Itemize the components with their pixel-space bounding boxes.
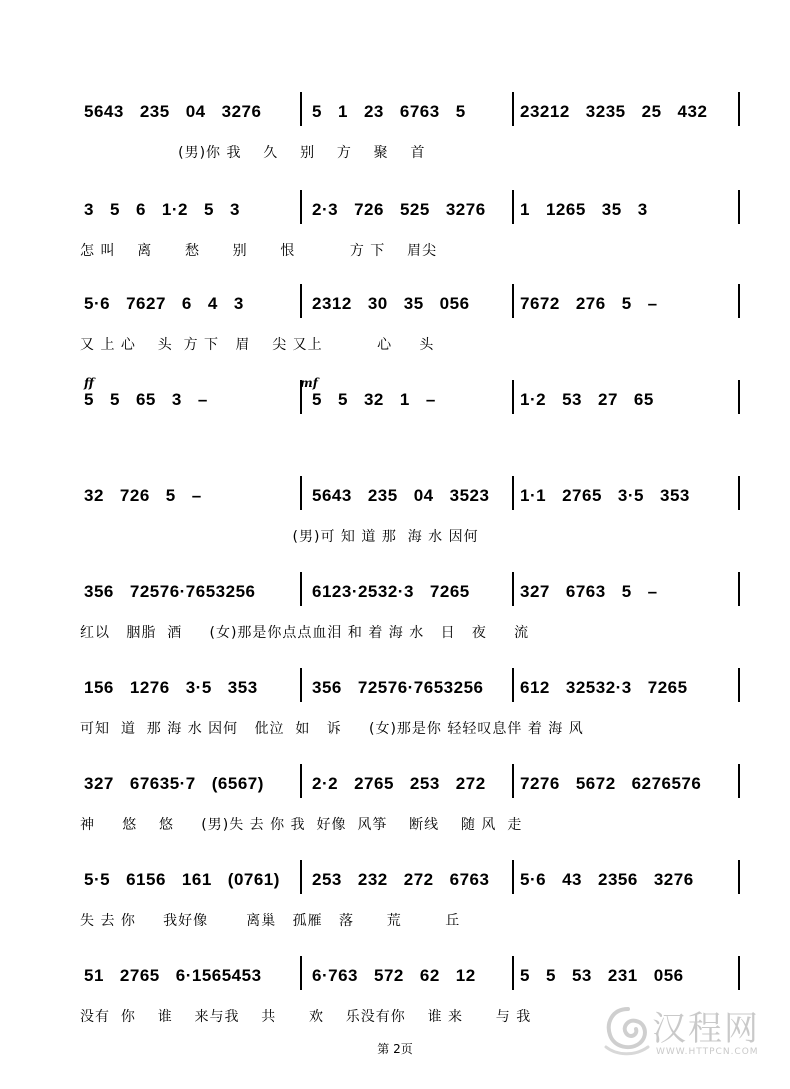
note-group: 2·2 [312,774,339,793]
note-group: 5 [337,390,348,409]
note-group: 4 [207,294,218,313]
score-system [0,98,790,194]
note-group: 67635·7 [129,774,196,793]
note-group: 6276576 [631,774,702,793]
note-group: 356 [84,582,114,601]
measure [520,774,717,794]
lyrics-line: 又 上 心 头 方 下 眉 尖 又上 心 头 [80,337,435,353]
note-group: 156 [84,678,114,697]
note-group: 272 [403,870,434,889]
note-group: 27 [598,390,618,409]
note-group: 276 [575,294,606,313]
note-group: 5·6 [84,294,111,313]
note-group: 5 [203,200,214,219]
note-group: 6 [135,200,146,219]
bar-line [512,380,514,414]
score-system [0,674,790,770]
note-group: 62 [419,966,440,985]
lyrics-line: 没有 你 谁 来与我 共 欢 乐没有你 谁 来 与 我 [80,1009,532,1025]
measure [520,966,700,986]
note-group: 35 [403,294,424,313]
score-system [0,770,790,866]
note-group: 1·1 [520,486,547,505]
score-system [0,196,790,292]
bar-line [512,572,514,606]
note-group: 5 [545,966,556,985]
note-group: 5 [109,200,120,219]
note-group: 356 [312,678,342,697]
note-group: 3 [637,200,648,219]
watermark-logo [600,995,780,1075]
note-group: 726 [119,486,150,505]
note-group: 3 [229,200,240,219]
measure [520,102,723,122]
note-group: 6156 [126,870,166,889]
bar-line [738,956,740,990]
bar-line [300,956,302,990]
note-group: 7627 [126,294,166,313]
note-group: – [191,486,202,505]
note-group: 6763 [565,582,606,601]
bar-line [512,668,514,702]
lyrics-line: 可知 道 那 海 水 因何 仳泣 如 诉 (女)那是你 轻轻叹息伴 着 海 风 [80,721,584,737]
note-group: 72576·7653256 [357,678,484,697]
note-group: 35 [601,200,622,219]
bar-line [738,190,740,224]
note-group: 235 [139,102,170,121]
note-group: 53 [571,966,592,985]
watermark-text: 汉程网 [652,1009,760,1049]
measure [84,678,274,698]
note-group: 32 [84,486,104,505]
note-group: 30 [367,294,388,313]
bar-line [512,476,514,510]
bar-line [738,92,740,126]
note-group: 23212 [520,102,570,121]
measure [312,294,486,314]
note-group: – [425,390,436,409]
note-group: 3·5 [185,678,212,697]
measure [84,102,277,122]
note-group: 1276 [129,678,170,697]
note-group: 23 [363,102,384,121]
bar-line [738,764,740,798]
measure [312,390,452,410]
measure [312,966,492,986]
note-group: – [197,390,208,409]
note-group: 1 [399,390,410,409]
note-group: 6 [181,294,192,313]
note-group: 1265 [545,200,586,219]
note-group: 7672 [520,294,560,313]
note-group: 2312 [312,294,352,313]
score-system [0,578,790,674]
notation-line [0,386,790,420]
dynamic-ff: ff [84,376,94,390]
measure [312,774,502,794]
note-group: 7265 [647,678,688,697]
bar-line [512,860,514,894]
note-group: 5 [312,390,322,409]
measure [520,678,704,698]
note-group: 2356 [598,870,638,889]
note-group: 3·5 [617,486,644,505]
notation-line [0,578,790,612]
note-group: 51 [84,966,104,985]
note-group: 5 [455,102,466,121]
notation-line [0,770,790,804]
note-group: 572 [373,966,404,985]
measure [84,966,278,986]
note-group: 525 [399,200,430,219]
note-group: 161 [181,870,212,889]
note-group: 3235 [585,102,626,121]
note-group: 65 [633,390,654,409]
note-group: 25 [641,102,662,121]
note-group: 726 [354,200,384,219]
bar-line [738,284,740,318]
note-group: 3 [84,200,94,219]
notation-line [0,196,790,230]
notation-line [0,962,790,996]
score-system [0,866,790,962]
note-group: 5 [621,582,632,601]
dynamic-mf: mf [300,376,318,390]
note-group: 1 [520,200,530,219]
notation-line [0,674,790,708]
measure [520,870,710,890]
note-group: – [647,582,658,601]
note-group: 65 [135,390,156,409]
measure [84,582,272,602]
note-group: 5·6 [520,870,547,889]
notation-line [0,482,790,516]
note-group: 5 [520,966,530,985]
page-number: 第 2页 [377,1042,413,1056]
measure [520,200,664,220]
bar-line [300,190,302,224]
bar-line [512,190,514,224]
note-group: 056 [653,966,684,985]
measure [312,870,505,890]
measure [312,582,486,602]
note-group: 6·1565453 [175,966,262,985]
measure [312,102,482,122]
measure [520,582,674,602]
note-group: 612 [520,678,550,697]
note-group: 056 [439,294,470,313]
note-group: 353 [659,486,690,505]
note-group: 2765 [119,966,160,985]
measure [84,486,218,506]
note-group: 3523 [449,486,490,505]
note-group: 04 [185,102,206,121]
lyrics-line: (男)可 知 道 那 海 水 因何 [80,529,479,545]
note-group: 5 [312,102,322,121]
bar-line [512,956,514,990]
bar-line [512,764,514,798]
measure [520,486,706,506]
note-group: 5 [84,390,94,409]
score-system [0,482,790,578]
bar-line [738,860,740,894]
measure [84,774,280,794]
note-group: 253 [312,870,342,889]
note-group: 327 [520,582,550,601]
bar-line [738,476,740,510]
score-system [0,290,790,386]
note-group: 53 [562,390,582,409]
measure [520,294,674,314]
note-group: 5 [621,294,632,313]
bar-line [512,92,514,126]
swirl-logo-icon [600,1003,656,1059]
lyrics-line: (男)你 我 久 别 方 聚 首 [80,145,426,161]
bar-line [738,572,740,606]
note-group: 5 [109,390,120,409]
measure [84,294,260,314]
notation-line [0,866,790,900]
note-group: 353 [227,678,258,697]
bar-line [300,668,302,702]
note-group: 3 [233,294,244,313]
note-group: 432 [677,102,708,121]
note-group: 327 [84,774,114,793]
note-group: 6123·2532·3 [312,582,414,601]
note-group: (6567) [211,774,264,793]
measure [84,390,224,410]
note-group: (0761) [227,870,280,889]
note-group: 5·5 [84,870,111,889]
note-group: 3276 [221,102,262,121]
watermark-url: WWW.HTTPCN.COM [656,1047,759,1057]
note-group: 6763 [449,870,490,889]
note-group: 2765 [354,774,394,793]
note-group: 2·3 [312,200,339,219]
bar-line [300,476,302,510]
note-group: 04 [413,486,434,505]
note-group: 12 [455,966,476,985]
note-group: 32 [363,390,384,409]
note-group: 1 [337,102,348,121]
note-group: 6·763 [312,966,358,985]
note-group: 1·2 [161,200,188,219]
note-group: 5672 [575,774,616,793]
note-group: 2765 [562,486,602,505]
note-group: 5643 [312,486,352,505]
bar-line [738,380,740,414]
note-group: 72576·7653256 [129,582,256,601]
score-system [0,386,790,482]
note-group: 1·2 [520,390,547,409]
bar-line [300,764,302,798]
note-group: 3276 [445,200,486,219]
bar-line [300,860,302,894]
note-group: 7276 [520,774,560,793]
lyrics-line [80,430,740,452]
note-group: 253 [409,774,440,793]
note-group: 232 [357,870,388,889]
note-group: 5643 [84,102,124,121]
note-group: 6763 [399,102,440,121]
measure [312,486,505,506]
lyrics-line: 神 悠 悠 (男)失 去 你 我 好像 风筝 断线 随 风 走 [80,817,523,833]
note-group: – [647,294,658,313]
measure [312,678,500,698]
lyrics-line: 红以 胭脂 酒 (女)那是你点点血泪 和 着 海 水 日 夜 流 [80,625,530,641]
notation-line [0,290,790,324]
note-group: 231 [607,966,638,985]
note-group: 3 [171,390,182,409]
note-group: 32532·3 [565,678,632,697]
note-group: 3276 [653,870,694,889]
measure [520,390,670,410]
bar-line [300,284,302,318]
bar-line [300,92,302,126]
note-group: 7265 [429,582,470,601]
measure [84,200,256,220]
bar-line [512,284,514,318]
notation-line [0,98,790,132]
measure [312,200,502,220]
lyrics-line: 怎 叫 离 愁 别 恨 方 下 眉尖 [80,243,438,259]
note-group: 5 [165,486,176,505]
note-group: 43 [562,870,582,889]
measure [84,870,296,890]
bar-line [300,572,302,606]
lyrics-line: 失 去 你 我好像 离巢 孤雁 落 荒 丘 [80,913,461,929]
note-group: 235 [367,486,398,505]
bar-line [738,668,740,702]
note-group: 272 [455,774,486,793]
